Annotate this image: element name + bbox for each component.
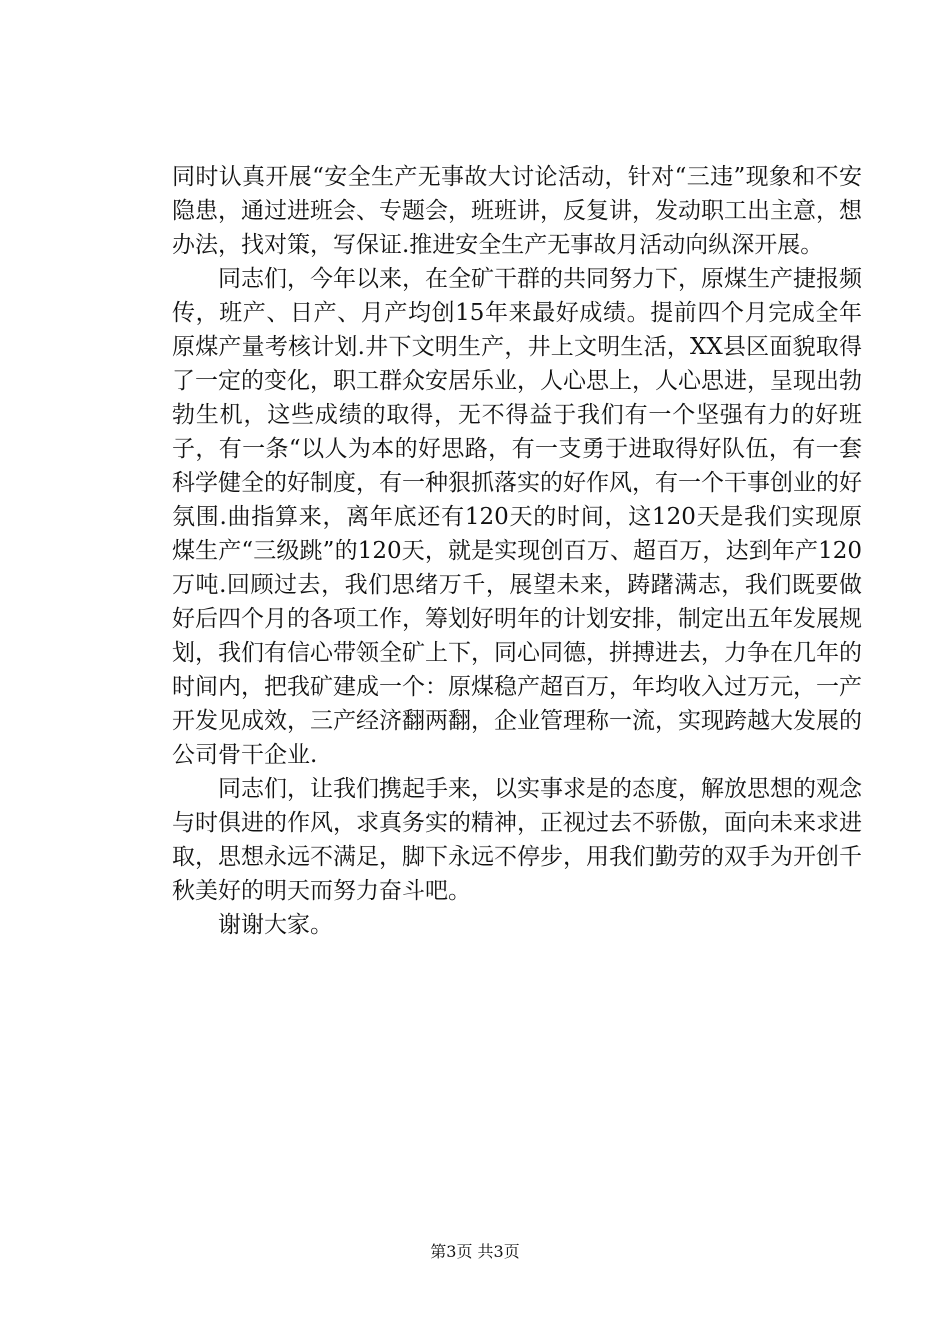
paragraph-call-to-action: 同志们，让我们携起手来，以实事求是的态度，解放思想的观念与时俱进的作风，求真务实的精神，正视过去不骄傲，面向未来求进取，思想永远不满足，脚下永远不停步，用我们勤劳的双手为开创千秋美好的明天而努力奋斗吧。: [172, 776, 862, 904]
paragraph-continuation: 同时认真开展“安全生产无事故大讨论活动，针对“三违”现象和不安隐患，通过进班会、专题会，班班讲，反复讲，发动职工出主意，想办法，找对策，写保证.推进安全生产无事故月活动向纵深开展。: [172, 164, 862, 258]
paragraph-achievements: 同志们，今年以来，在全矿干群的共同努力下，原煤生产捷报频传，班产、日产、月产均创15年来最好成绩。提前四个月完成全年原煤产量考核计划.井下文明生产，井上文明生活，XX县区面貌取得了一定的变化，职工群众安居乐业，人心思上，人心思进，呈现出勃勃生机，这些成绩的取得，无不得益于我们有一个坚强有力的好班子，有一条“以人为本的好思路，有一支勇于进取得好队伍，有一套科学健全的好制度，有一种狠抓落实的好作风，有一个干事创业的好氛围.曲指算来，离年底还有120天的时间，这120天是我们实现原煤生产“三级跳”的120天，就是实现创百万、超百万，达到年产120万吨.回顾过去，我们思绪万千，展望未来，踌躇满志，我们既要做好后四个月的各项工作，筹划好明年的计划安排，制定出五年发展规划，我们有信心带领全矿上下，同心同德，拼搏进去，力争在几年的时间内，把我矿建成一个：原煤稳产超百万，年均收入过万元，一产开发见成效，三产经济翻两翻，企业管理称一流，实现跨越大发展的公司骨干企业.: [172, 266, 862, 768]
document-body: [172, 160, 862, 942]
page-footer: 第3页 共3页: [430, 1242, 520, 1261]
paragraph-closing: 谢谢大家。: [218, 912, 333, 938]
